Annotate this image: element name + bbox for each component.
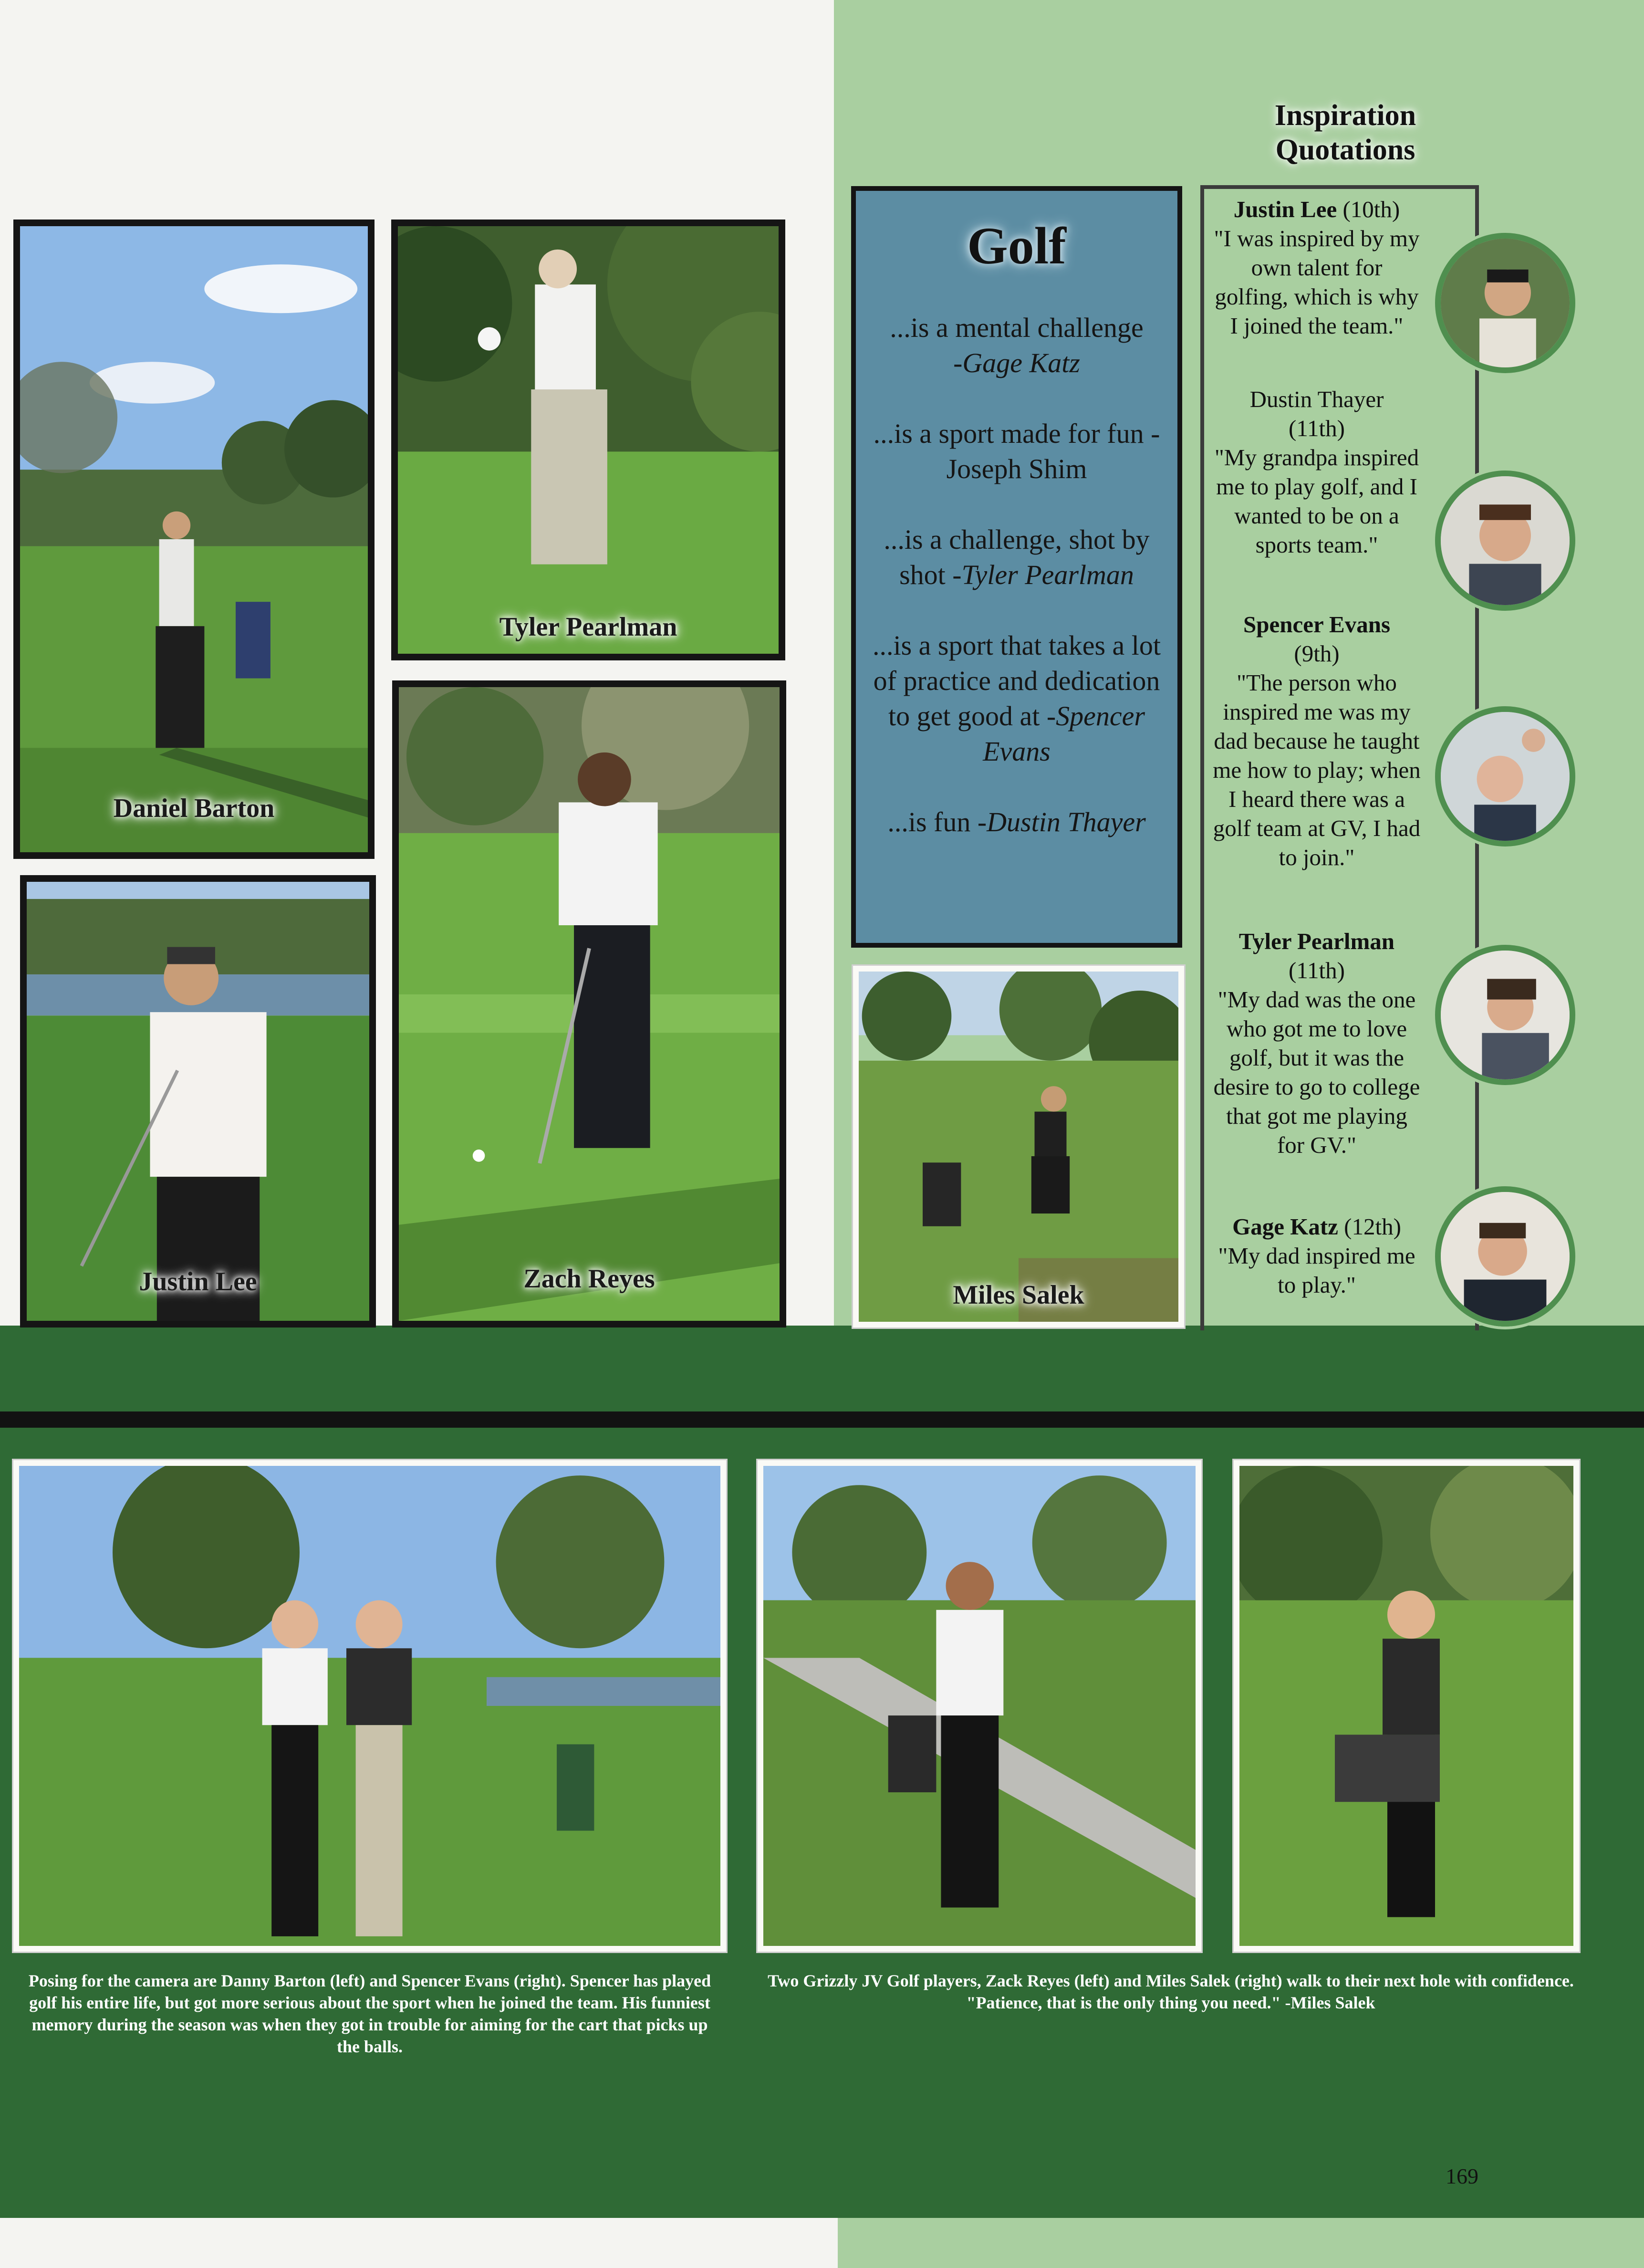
- quote-spencer-evans: Spencer Evans (9th) "The person who inspired me was my dad because he taught me how to play; when I heard there was a golf team at GV, I had to join.": [1213, 611, 1421, 870]
- quote-tyler-pearlman: Tyler Pearlman (11th) "My dad was the one who got me to love golf, but it was the desire to go to college that got me playing for GV.": [1213, 928, 1420, 1158]
- two-golfers-posing-image: [19, 1466, 720, 1946]
- photo-justin-lee: [20, 875, 376, 1327]
- portrait-image: [1441, 239, 1570, 367]
- caption-right-line1: Two Grizzly JV Golf players, Zack Reyes (left) and Miles Salek (right) walk to their next hole with confidence.: [768, 1971, 1574, 1990]
- caption-right-line2: "Patience, that is the only thing you need." -Miles Salek: [966, 1993, 1375, 2012]
- label-tyler-pearlman: Tyler Pearlman: [499, 612, 677, 642]
- quote-gage-katz: Gage Katz (12th) "My dad inspired me to play.": [1218, 1213, 1415, 1298]
- golf-swing-image: [20, 226, 368, 852]
- label-miles-salek: Miles Salek: [953, 1280, 1084, 1310]
- golf-followthrough-image: [398, 226, 779, 654]
- caption-right: [761, 1970, 1580, 2014]
- golf-backswing-image: [27, 882, 369, 1321]
- photo-reyes-walking: [758, 1460, 1201, 1952]
- photo-zach-reyes: [392, 680, 786, 1327]
- quote-justin-lee: Justin Lee (10th) "I was inspired by my own talent for golfing, which is why I joined the team.": [1214, 196, 1420, 339]
- photo-barton-and-evans: [13, 1460, 726, 1952]
- golf-swing-rough-image: [859, 972, 1178, 1322]
- avatar-justin-lee: [1435, 233, 1575, 373]
- photo-daniel-barton: [13, 219, 375, 859]
- golf-definitions: [865, 310, 1168, 840]
- definition-5: ...is fun -Dustin Thayer: [887, 806, 1146, 837]
- portrait-image: [1441, 951, 1570, 1079]
- golfer-walking-image: [763, 1466, 1196, 1946]
- bottom-strip-right: [838, 2218, 1644, 2268]
- bottom-dark-stripe: [0, 1411, 1644, 1428]
- definition-2: ...is a sport made for fun -Joseph Shim: [873, 418, 1160, 484]
- photo-salek-walking: [1234, 1460, 1579, 1952]
- label-justin-lee: Justin Lee: [139, 1267, 257, 1296]
- avatar-spencer-evans: [1435, 706, 1575, 847]
- quotes-heading: Inspiration Quotations: [1274, 99, 1416, 166]
- golfer-carrying-bag-image: [1239, 1466, 1573, 1946]
- label-daniel-barton: Daniel Barton: [113, 794, 275, 823]
- avatar-gage-katz: [1435, 1186, 1575, 1327]
- avatar-dustin-thayer: [1435, 470, 1575, 611]
- definition-4: ...is a sport that takes a lot of practice and dedication to get good at -Spencer Evans: [872, 630, 1161, 767]
- photo-tyler-pearlman: [391, 219, 785, 660]
- portrait-image: [1441, 1192, 1570, 1321]
- portrait-image: [1441, 476, 1570, 605]
- label-zach-reyes: Zach Reyes: [523, 1264, 655, 1294]
- definition-1: ...is a mental challenge -Gage Katz: [890, 312, 1144, 378]
- golf-title: Golf: [967, 217, 1066, 275]
- avatar-tyler-pearlman: [1435, 945, 1575, 1085]
- photo-miles-salek: [853, 966, 1184, 1327]
- page-number: 169: [1446, 2164, 1478, 2188]
- quote-dustin-thayer: Dustin Thayer (11th) "My grandpa inspired me to play golf, and I wanted to be on a sports team.": [1214, 386, 1419, 558]
- golf-title-box: [851, 186, 1182, 948]
- portrait-image: [1441, 712, 1570, 841]
- golf-putt-image: [399, 687, 780, 1321]
- definition-3: ...is a challenge, shot by shot -Tyler Pearlman: [884, 524, 1150, 590]
- caption-left: Posing for the camera are Danny Barton (left) and Spencer Evans (right). Spencer has played golf his entire life, but got more serious about the sport when he joined the team. His funniest memory during the season was when they got in trouble for aiming for the cart that picks up the balls.: [28, 1971, 711, 2056]
